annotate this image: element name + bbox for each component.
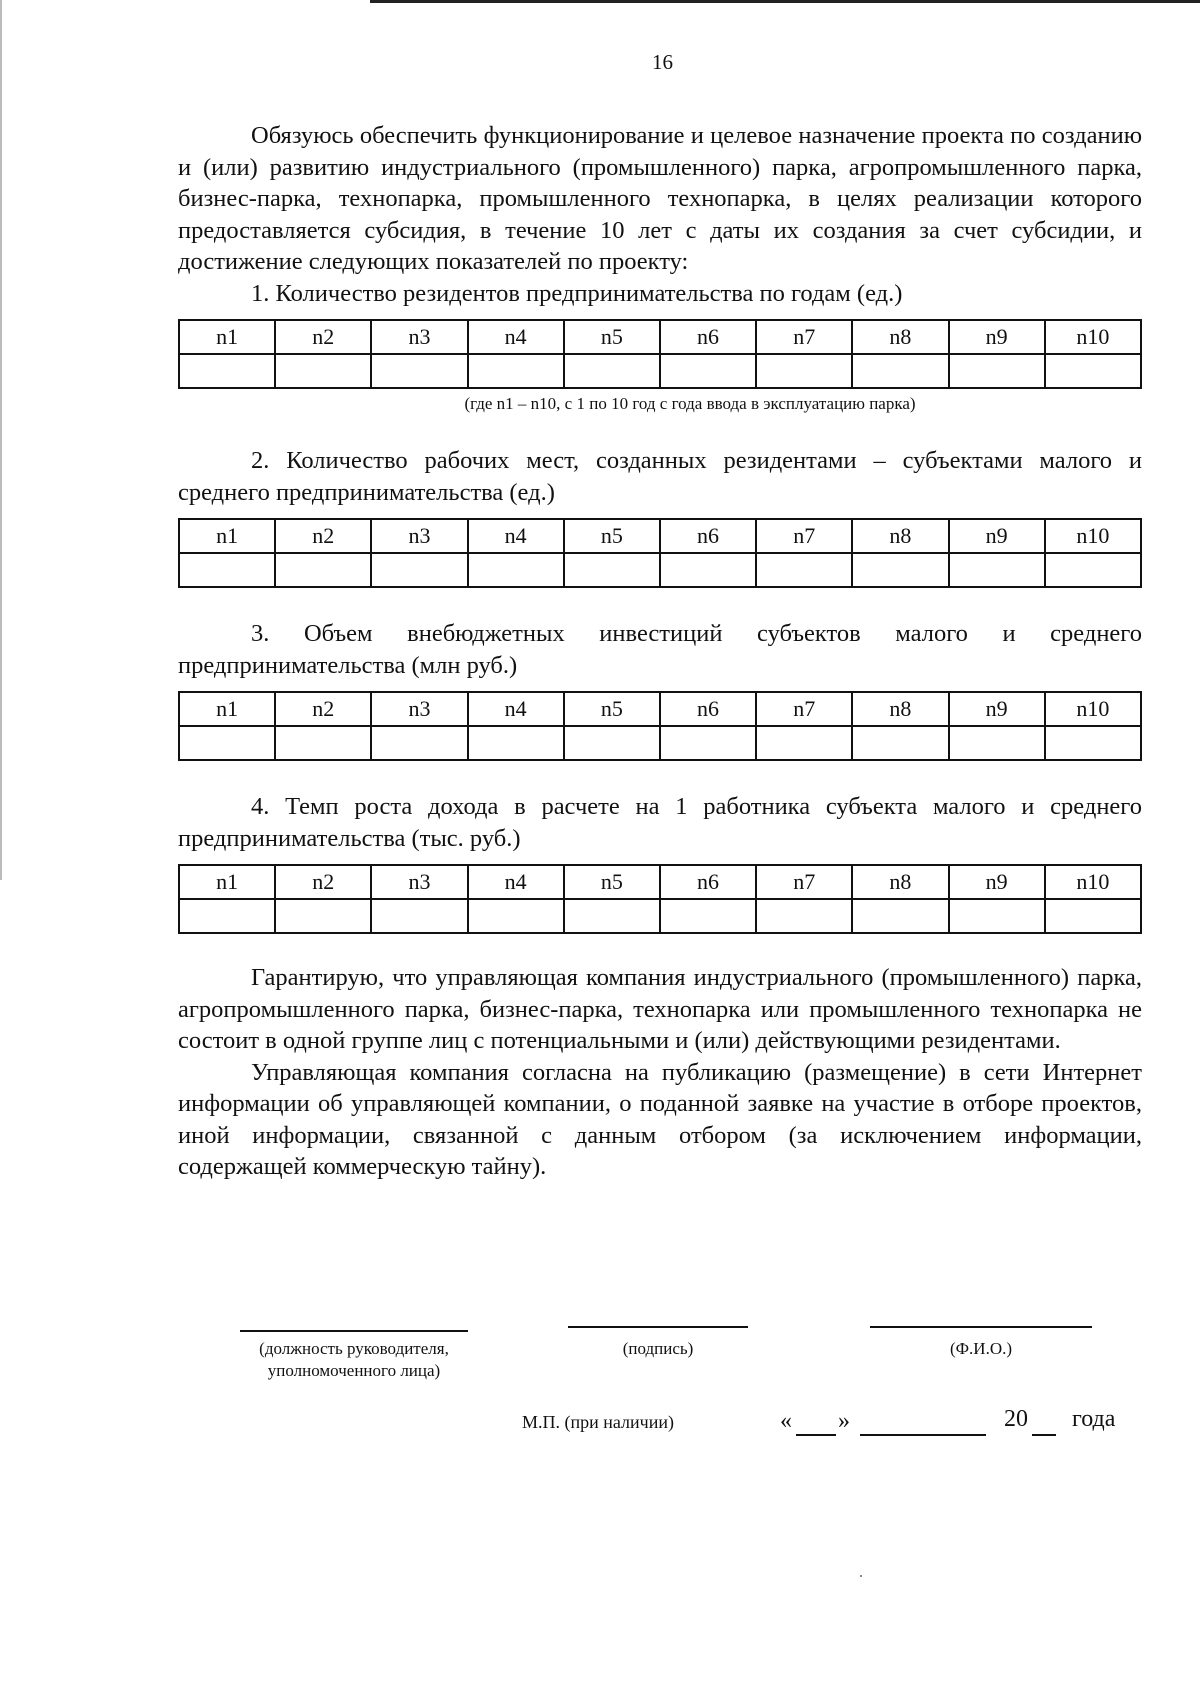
value-cell[interactable] xyxy=(949,726,1045,760)
header-cell: n7 xyxy=(756,320,852,354)
stamp-label: М.П. (при наличии) xyxy=(522,1412,674,1432)
value-cell[interactable] xyxy=(179,899,275,933)
indicator-2-table xyxy=(178,518,1142,588)
value-cell[interactable] xyxy=(1045,553,1141,587)
position-label: (должность руководителя, уполномоченного лица) xyxy=(259,1339,449,1380)
header-cell: n3 xyxy=(371,320,467,354)
position-line[interactable] xyxy=(240,1330,468,1332)
scan-speck xyxy=(860,1575,862,1577)
header-cell: n10 xyxy=(1045,865,1141,899)
header-cell: n10 xyxy=(1045,519,1141,553)
value-cell[interactable] xyxy=(852,553,948,587)
value-cell[interactable] xyxy=(468,899,564,933)
signature-line[interactable] xyxy=(568,1326,748,1328)
header-cell: n5 xyxy=(564,519,660,553)
table-footnote: (где n1 – n10, с 1 по 10 год с года ввода в эксплуатацию парка) xyxy=(464,394,916,413)
full-name-label: (Ф.И.О.) xyxy=(949,1339,1013,1358)
header-cell: n5 xyxy=(564,692,660,726)
header-cell: n8 xyxy=(852,692,948,726)
header-cell: n8 xyxy=(852,320,948,354)
signature-label: (подпись) xyxy=(622,1339,694,1358)
indicator-4-title: 4. Темп роста дохода в расчете на 1 работника субъекта малого и среднего предпринимательства (тыс. руб.) xyxy=(178,793,1142,852)
header-cell: n1 xyxy=(179,692,275,726)
value-cell[interactable] xyxy=(660,553,756,587)
value-cell[interactable] xyxy=(949,354,1045,388)
value-cell[interactable] xyxy=(371,553,467,587)
value-cell[interactable] xyxy=(756,899,852,933)
header-cell: n6 xyxy=(660,320,756,354)
table-value-row xyxy=(179,726,1141,760)
table-value-row xyxy=(179,899,1141,933)
header-cell: n9 xyxy=(949,692,1045,726)
table-header-row xyxy=(179,865,1141,899)
year-field[interactable] xyxy=(1032,1406,1056,1436)
date-close-quote: » xyxy=(838,1408,850,1434)
header-cell: n7 xyxy=(756,692,852,726)
header-cell: n7 xyxy=(756,865,852,899)
header-cell: n9 xyxy=(949,519,1045,553)
indicator-1-title: 1. Количество резидентов предпринимательства по годам (ед.) xyxy=(251,279,903,307)
top-border-line xyxy=(370,0,1200,3)
value-cell[interactable] xyxy=(179,726,275,760)
value-cell[interactable] xyxy=(468,553,564,587)
value-cell[interactable] xyxy=(756,553,852,587)
year-suffix: года xyxy=(1072,1406,1116,1432)
value-cell[interactable] xyxy=(756,726,852,760)
header-cell: n4 xyxy=(468,519,564,553)
indicator-4-table xyxy=(178,864,1142,934)
value-cell[interactable] xyxy=(275,899,371,933)
full-name-line[interactable] xyxy=(870,1326,1092,1328)
value-cell[interactable] xyxy=(564,553,660,587)
header-cell: n9 xyxy=(949,320,1045,354)
indicator-1-table xyxy=(178,319,1142,389)
header-cell: n4 xyxy=(468,692,564,726)
header-cell: n5 xyxy=(564,320,660,354)
value-cell[interactable] xyxy=(179,354,275,388)
value-cell[interactable] xyxy=(179,553,275,587)
left-scan-edge xyxy=(0,0,2,880)
header-cell: n6 xyxy=(660,865,756,899)
value-cell[interactable] xyxy=(371,726,467,760)
value-cell[interactable] xyxy=(949,553,1045,587)
intro-paragraph: Обязуюсь обеспечить функционирование и целевое назначение проекта по созданию и (или) развитию индустриального (промышленного) парка, агропромышленного парка, бизнес-парка, технопарка, промышленного технопарка, в целях реализации которого предоставляется субсидия, в течение 10 лет с даты их создания за счет субсидии, и достижение следующих показателей по проекту: xyxy=(178,122,1142,275)
document-body xyxy=(178,120,1142,1183)
table-header-row xyxy=(179,692,1141,726)
value-cell[interactable] xyxy=(852,726,948,760)
value-cell[interactable] xyxy=(275,354,371,388)
header-cell: n2 xyxy=(275,519,371,553)
value-cell[interactable] xyxy=(1045,354,1141,388)
header-cell: n2 xyxy=(275,320,371,354)
indicator-2-title: 2. Количество рабочих мест, созданных резидентами – субъектами малого и среднего предпринимательства (ед.) xyxy=(178,447,1142,506)
value-cell[interactable] xyxy=(564,354,660,388)
header-cell: n1 xyxy=(179,320,275,354)
header-cell: n1 xyxy=(179,519,275,553)
header-cell: n2 xyxy=(275,692,371,726)
value-cell[interactable] xyxy=(949,899,1045,933)
value-cell[interactable] xyxy=(371,354,467,388)
day-field[interactable] xyxy=(796,1406,836,1436)
value-cell[interactable] xyxy=(564,726,660,760)
header-cell: n3 xyxy=(371,865,467,899)
value-cell[interactable] xyxy=(468,726,564,760)
indicator-3-title: 3. Объем внебюджетных инвестиций субъектов малого и среднего предпринимательства (млн руб.) xyxy=(178,620,1142,679)
header-cell: n4 xyxy=(468,865,564,899)
header-cell: n7 xyxy=(756,519,852,553)
value-cell[interactable] xyxy=(564,899,660,933)
date-open-quote: « xyxy=(780,1408,792,1434)
table-value-row xyxy=(179,553,1141,587)
header-cell: n8 xyxy=(852,519,948,553)
month-field[interactable] xyxy=(860,1406,986,1436)
header-cell: n4 xyxy=(468,320,564,354)
table-header-row xyxy=(179,320,1141,354)
header-cell: n3 xyxy=(371,519,467,553)
table-header-row xyxy=(179,519,1141,553)
header-cell: n1 xyxy=(179,865,275,899)
year-prefix: 20 xyxy=(1004,1406,1028,1432)
value-cell[interactable] xyxy=(275,553,371,587)
header-cell: n2 xyxy=(275,865,371,899)
indicator-3-table xyxy=(178,691,1142,761)
value-cell[interactable] xyxy=(852,354,948,388)
value-cell[interactable] xyxy=(275,726,371,760)
header-cell: n9 xyxy=(949,865,1045,899)
page-number: 16 xyxy=(652,50,673,74)
value-cell[interactable] xyxy=(371,899,467,933)
header-cell: n6 xyxy=(660,519,756,553)
header-cell: n10 xyxy=(1045,320,1141,354)
header-cell: n8 xyxy=(852,865,948,899)
value-cell[interactable] xyxy=(660,726,756,760)
table-value-row xyxy=(179,354,1141,388)
value-cell[interactable] xyxy=(660,899,756,933)
header-cell: n5 xyxy=(564,865,660,899)
value-cell[interactable] xyxy=(1045,899,1141,933)
header-cell: n3 xyxy=(371,692,467,726)
value-cell[interactable] xyxy=(1045,726,1141,760)
value-cell[interactable] xyxy=(468,354,564,388)
value-cell[interactable] xyxy=(852,899,948,933)
header-cell: n10 xyxy=(1045,692,1141,726)
header-cell: n6 xyxy=(660,692,756,726)
value-cell[interactable] xyxy=(660,354,756,388)
consent-paragraph: Управляющая компания согласна на публикацию (размещение) в сети Интернет информации об управляющей компании, о поданной заявке на участие в отборе проектов, иной информации, связанной с данным отбором (за исключением информации, содержащей коммерческую тайну). xyxy=(178,1058,1142,1180)
value-cell[interactable] xyxy=(756,354,852,388)
guarantee-paragraph: Гарантирую, что управляющая компания индустриального (промышленного) парка, агропромышленного парка, бизнес-парка, технопарка или промышленного технопарка не состоит в одной группе лиц с потенциальными и (или) действующими резидентами. xyxy=(178,964,1142,1054)
